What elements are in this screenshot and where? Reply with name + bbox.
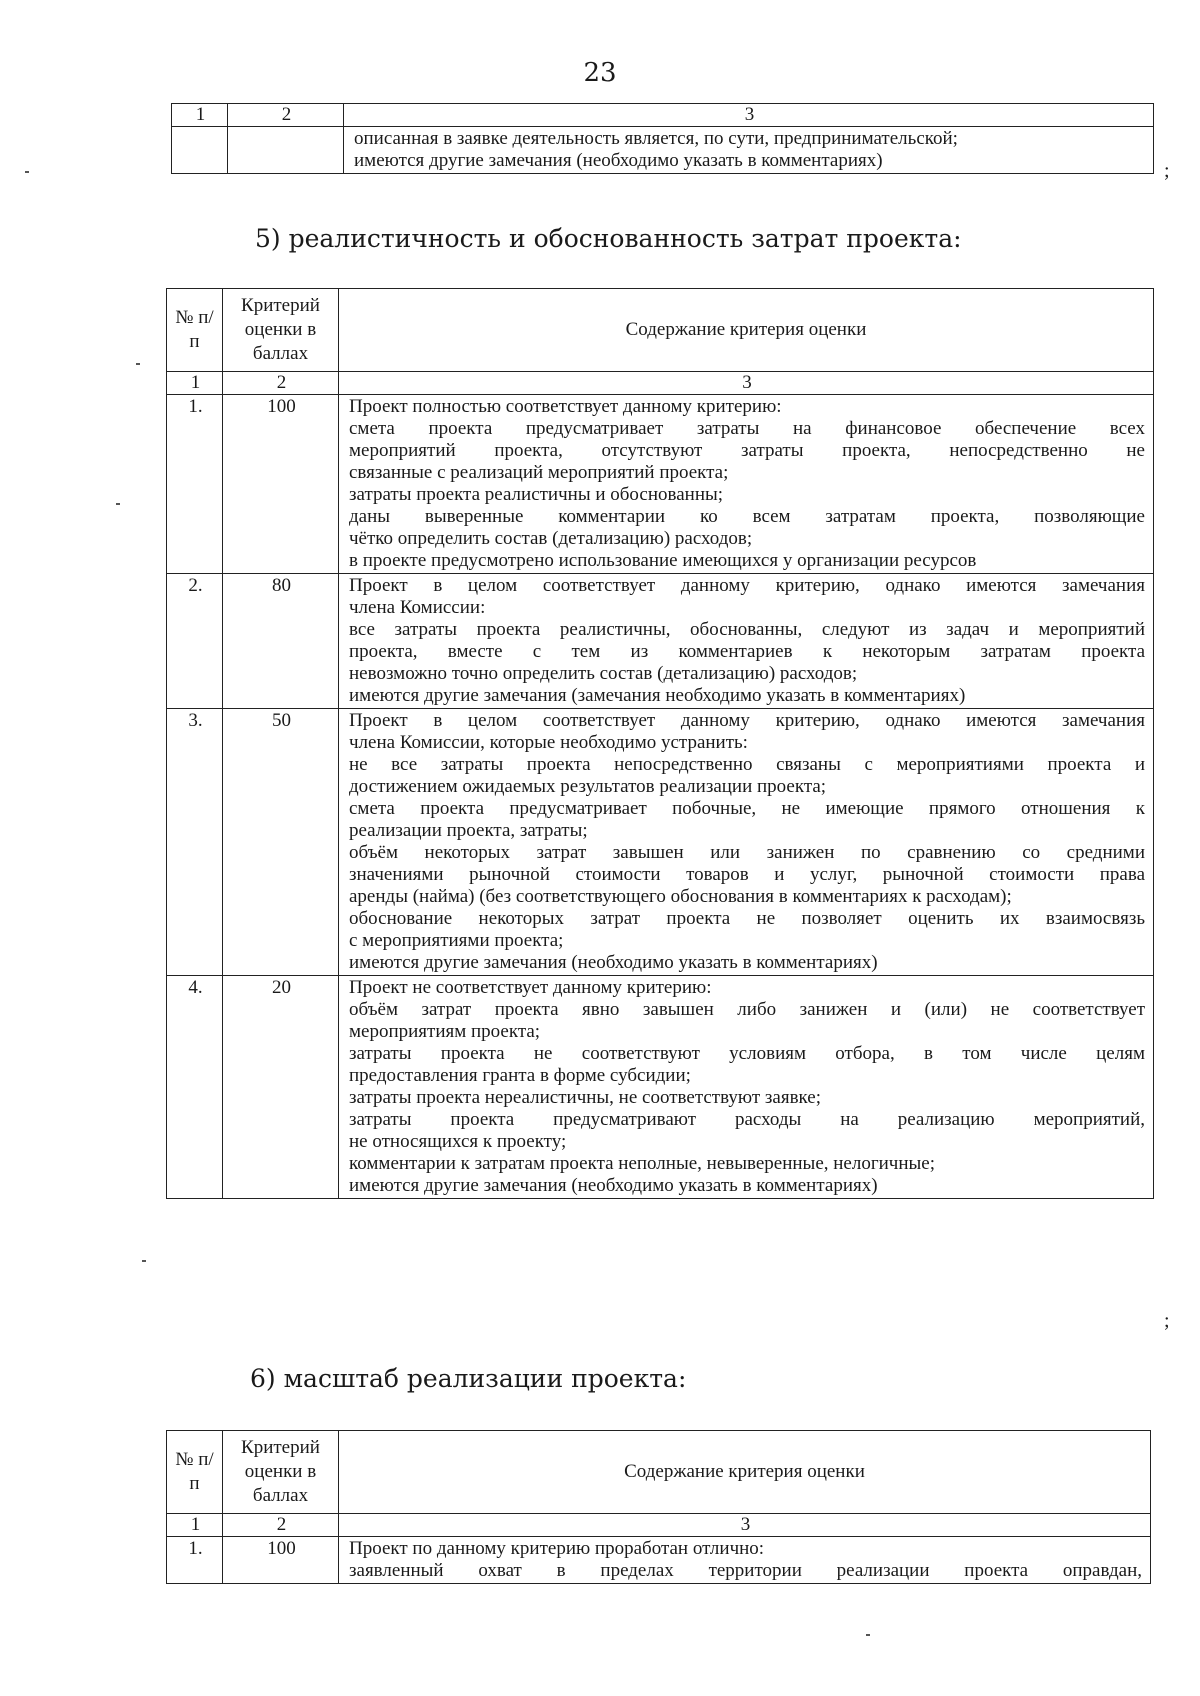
content-line: Проект в целом соответствует данному критерию, однако имеются замечания xyxy=(349,710,1145,731)
table-row xyxy=(167,1537,1151,1584)
row-content xyxy=(339,1537,1151,1584)
content-line: Проект по данному критерию проработан отлично: xyxy=(349,1538,765,1559)
header-score: Критерий оценки в баллах xyxy=(223,289,339,372)
content-line: связанные с реализаций мероприятий проекта; xyxy=(349,462,729,483)
row-score: 20 xyxy=(223,976,339,1199)
row-content xyxy=(339,395,1154,574)
section-6-heading: 6) масштаб реализации проекта: xyxy=(250,1364,687,1393)
table-row xyxy=(172,127,1154,174)
table-header-row xyxy=(167,289,1154,372)
header-num: № п/п xyxy=(167,1431,223,1514)
header-score: Критерий оценки в баллах xyxy=(223,1431,339,1514)
content-line: Проект полностью соответствует данному критерию: xyxy=(349,396,782,417)
row-content xyxy=(344,127,1154,174)
scan-speck xyxy=(866,1634,870,1636)
header-content: Содержание критерия оценки xyxy=(339,1431,1151,1514)
content-line: Проект в целом соответствует данному критерию, однако имеются замечания xyxy=(349,575,1145,596)
trailing-semicolon: ; xyxy=(1164,1310,1170,1332)
content-line: члена Комиссии: xyxy=(349,597,486,618)
row-number: 1. xyxy=(167,395,223,574)
content-line: даны выверенные комментарии ко всем затратам проекта, позволяющие xyxy=(349,506,1145,527)
index-cell: 3 xyxy=(339,1514,1151,1537)
header-content: Содержание критерия оценки xyxy=(339,289,1154,372)
row-content xyxy=(339,709,1154,976)
content-line: смета проекта предусматривает побочные, не имеющие прямого отношения к xyxy=(349,798,1145,819)
content-line: обоснование некоторых затрат проекта не позволяет оценить их взаимосвязь xyxy=(349,908,1145,929)
table-index-row xyxy=(172,104,1154,127)
row-number: 3. xyxy=(167,709,223,976)
index-cell: 1 xyxy=(167,1514,223,1537)
content-line: не все затраты проекта непосредственно связаны с мероприятиями проекта и xyxy=(349,754,1145,775)
scan-speck xyxy=(25,171,29,173)
content-line: не относящихся к проекту; xyxy=(349,1131,567,1152)
content-line: имеются другие замечания (замечания необходимо указать в комментариях) xyxy=(349,685,966,706)
row-content xyxy=(339,976,1154,1199)
content-line: описанная в заявке деятельность является, по сути, предпринимательской; xyxy=(354,128,958,149)
content-line: имеются другие замечания (необходимо указать в комментариях) xyxy=(354,150,883,171)
row-number: 1. xyxy=(167,1537,223,1584)
content-line: мероприятиям проекта; xyxy=(349,1021,541,1042)
table-row xyxy=(167,976,1154,1199)
content-line: члена Комиссии, которые необходимо устранить: xyxy=(349,732,748,753)
index-cell: 2 xyxy=(223,372,339,395)
row-score: 80 xyxy=(223,574,339,709)
table-index-row xyxy=(167,1514,1151,1537)
index-cell: 2 xyxy=(223,1514,339,1537)
content-line: в проекте предусмотрено использование имеющихся у организации ресурсов xyxy=(349,550,977,571)
index-cell: 1 xyxy=(172,104,228,127)
row-content xyxy=(339,574,1154,709)
content-line: достижением ожидаемых результатов реализации проекта; xyxy=(349,776,827,797)
content-line: смета проекта предусматривает затраты на финансовое обеспечение всех xyxy=(349,418,1145,439)
row-score: 50 xyxy=(223,709,339,976)
scan-speck xyxy=(136,363,140,365)
section-5-heading: 5) реалистичность и обоснованность затрат проекта: xyxy=(255,224,962,253)
scan-speck xyxy=(142,1260,146,1262)
scan-speck xyxy=(116,503,120,505)
row-number xyxy=(172,127,228,174)
trailing-semicolon: ; xyxy=(1164,160,1170,182)
table-section-6 xyxy=(166,1430,1151,1584)
index-cell: 3 xyxy=(339,372,1154,395)
content-line: затраты проекта не соответствуют условиям отбора, в том числе целям xyxy=(349,1043,1145,1064)
table-index-row xyxy=(167,372,1154,395)
content-line: проекта, вместе с тем из комментариев к некоторым затратам проекта xyxy=(349,641,1145,662)
content-line: все затраты проекта реалистичны, обоснованны, следуют из задач и мероприятий xyxy=(349,619,1145,640)
content-line: с мероприятиями проекта; xyxy=(349,930,564,951)
index-cell: 2 xyxy=(228,104,344,127)
content-line: затраты проекта нереалистичны, не соответствуют заявке; xyxy=(349,1087,822,1108)
row-score xyxy=(228,127,344,174)
table-header-row xyxy=(167,1431,1151,1514)
row-score: 100 xyxy=(223,1537,339,1584)
row-score: 100 xyxy=(223,395,339,574)
content-line: объём некоторых затрат завышен или занижен по сравнению со средними xyxy=(349,842,1145,863)
content-line: предоставления гранта в форме субсидии; xyxy=(349,1065,691,1086)
page-number: 23 xyxy=(583,58,617,88)
content-line: значениями рыночной стоимости товаров и услуг, рыночной стоимости права xyxy=(349,864,1145,885)
content-line: аренды (найма) (без соответствующего обоснования в комментариях к расходам); xyxy=(349,886,1012,907)
table-row xyxy=(167,709,1154,976)
content-line: имеются другие замечания (необходимо указать в комментариях) xyxy=(349,1175,878,1196)
content-line: имеются другие замечания (необходимо указать в комментариях) xyxy=(349,952,878,973)
row-number: 4. xyxy=(167,976,223,1199)
content-line: комментарии к затратам проекта неполные, невыверенные, нелогичные; xyxy=(349,1153,935,1174)
index-cell: 1 xyxy=(167,372,223,395)
table-continuation xyxy=(171,103,1154,174)
content-line: мероприятий проекта, отсутствуют затраты проекта, непосредственно не xyxy=(349,440,1145,461)
content-line: невозможно точно определить состав (детализацию) расходов; xyxy=(349,663,858,684)
content-line: объём затрат проекта явно завышен либо занижен и (или) не соответствует xyxy=(349,999,1145,1020)
table-row xyxy=(167,574,1154,709)
index-cell: 3 xyxy=(344,104,1154,127)
content-line: затраты проекта реалистичны и обоснованны; xyxy=(349,484,724,505)
content-line: заявленный охват в пределах территории реализации проекта оправдан, xyxy=(349,1560,1142,1581)
content-line: Проект не соответствует данному критерию: xyxy=(349,977,712,998)
table-row xyxy=(167,395,1154,574)
content-line: чётко определить состав (детализацию) расходов; xyxy=(349,528,753,549)
row-number: 2. xyxy=(167,574,223,709)
table-section-5 xyxy=(166,288,1154,1199)
content-line: реализации проекта, затраты; xyxy=(349,820,588,841)
content-line: затраты проекта предусматривают расходы на реализацию мероприятий, xyxy=(349,1109,1145,1130)
header-num: № п/п xyxy=(167,289,223,372)
